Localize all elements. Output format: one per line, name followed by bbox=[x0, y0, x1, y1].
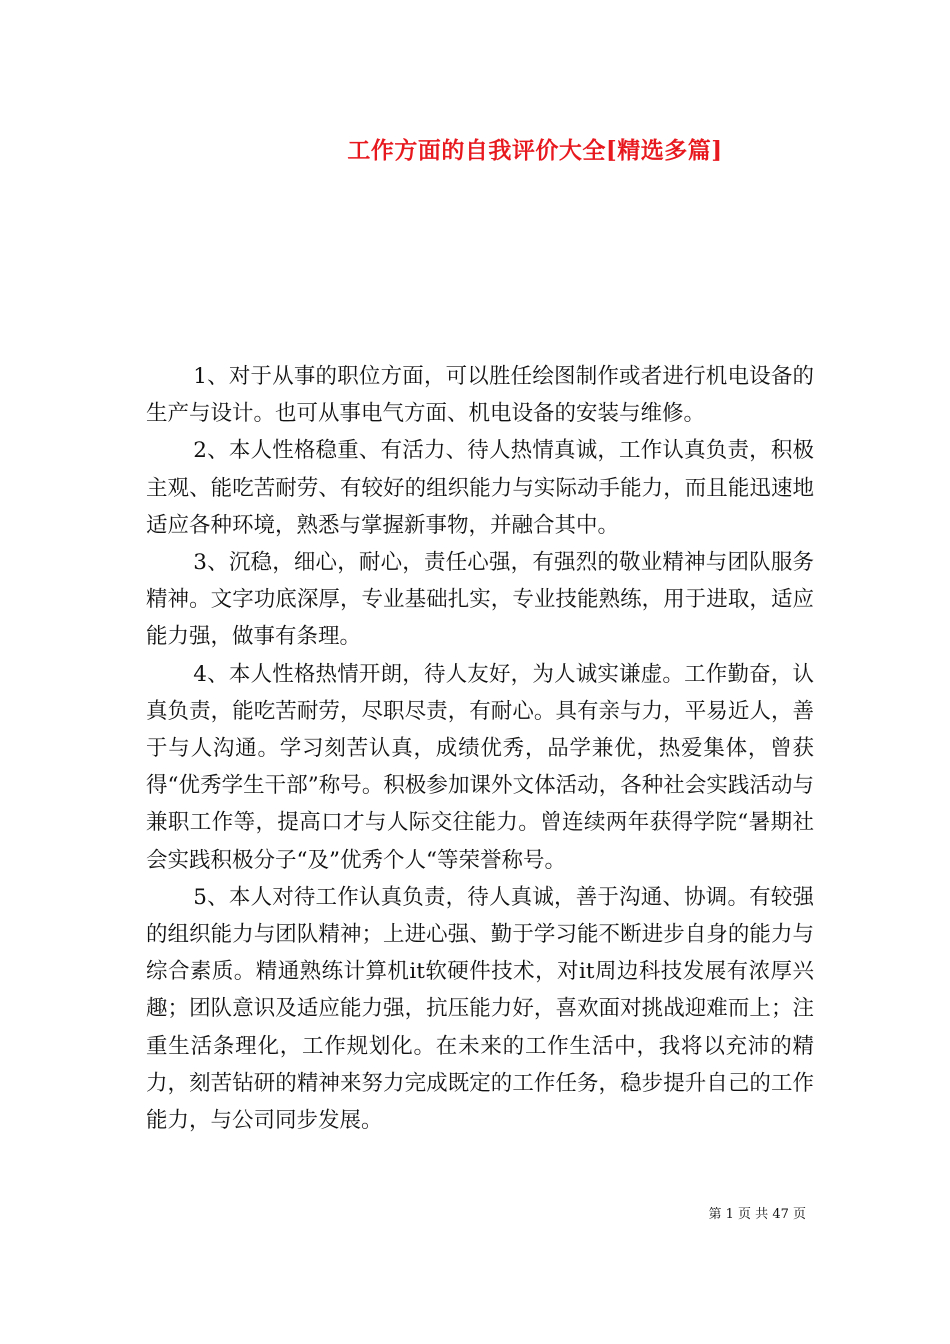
paragraph-1: 1、对于从事的职位方面，可以胜任绘图制作或者进行机电设备的生产与设计。也可从事电气方面、机电设备的安装与维修。 bbox=[146, 364, 814, 427]
paragraph-4: 4、本人性格热情开朗，待人友好，为人诚实谦虚。工作勤奋，认真负责，能吃苦耐劳，尽职尽责，有耐心。具有亲与力，平易近人，善于与人沟通。学习刻苦认真，成绩优秀，品学兼优，热爱集体，曾获得“优秀学生干部”称号。积极参加课外文体活动，各种社会实践活动与兼职工作等，提高口才与人际交往能力。曾连续两年获得学院“暑期社会实践积极分子“及”优秀个人“等荣誉称号。 bbox=[146, 661, 814, 873]
page-title: 工作方面的自我评价大全[精选多篇] bbox=[347, 137, 723, 164]
paragraph-3: 3、沉稳，细心，耐心，责任心强，有强烈的敬业精神与团队服务精神。文字功底深厚，专业基础扎实，专业技能熟练，用于进取，适应能力强，做事有条理。 bbox=[146, 550, 814, 650]
document-body bbox=[146, 358, 814, 1139]
page-number: 第 1 页 共 47 页 bbox=[708, 1207, 806, 1222]
paragraph-2: 2、本人性格稳重、有活力、待人热情真诚，工作认真负责，积极主观、能吃苦耐劳、有较好的组织能力与实际动手能力，而且能迅速地适应各种环境，熟悉与掌握新事物，并融合其中。 bbox=[146, 438, 814, 538]
paragraph-5: 5、本人对待工作认真负责，待人真诚，善于沟通、协调。有较强的组织能力与团队精神；上进心强、勤于学习能不断进步自身的能力与综合素质。精通熟练计算机it软硬件技术，对it周边科技发展有浓厚兴趣；团队意识及适应能力强，抗压能力好，喜欢面对挑战迎难而上；注重生活条理化，工作规划化。在未来的工作生活中，我将以充沛的精力，刻苦钻研的精神来努力完成既定的工作任务，稳步提升自己的工作能力，与公司同步发展。 bbox=[146, 884, 814, 1134]
